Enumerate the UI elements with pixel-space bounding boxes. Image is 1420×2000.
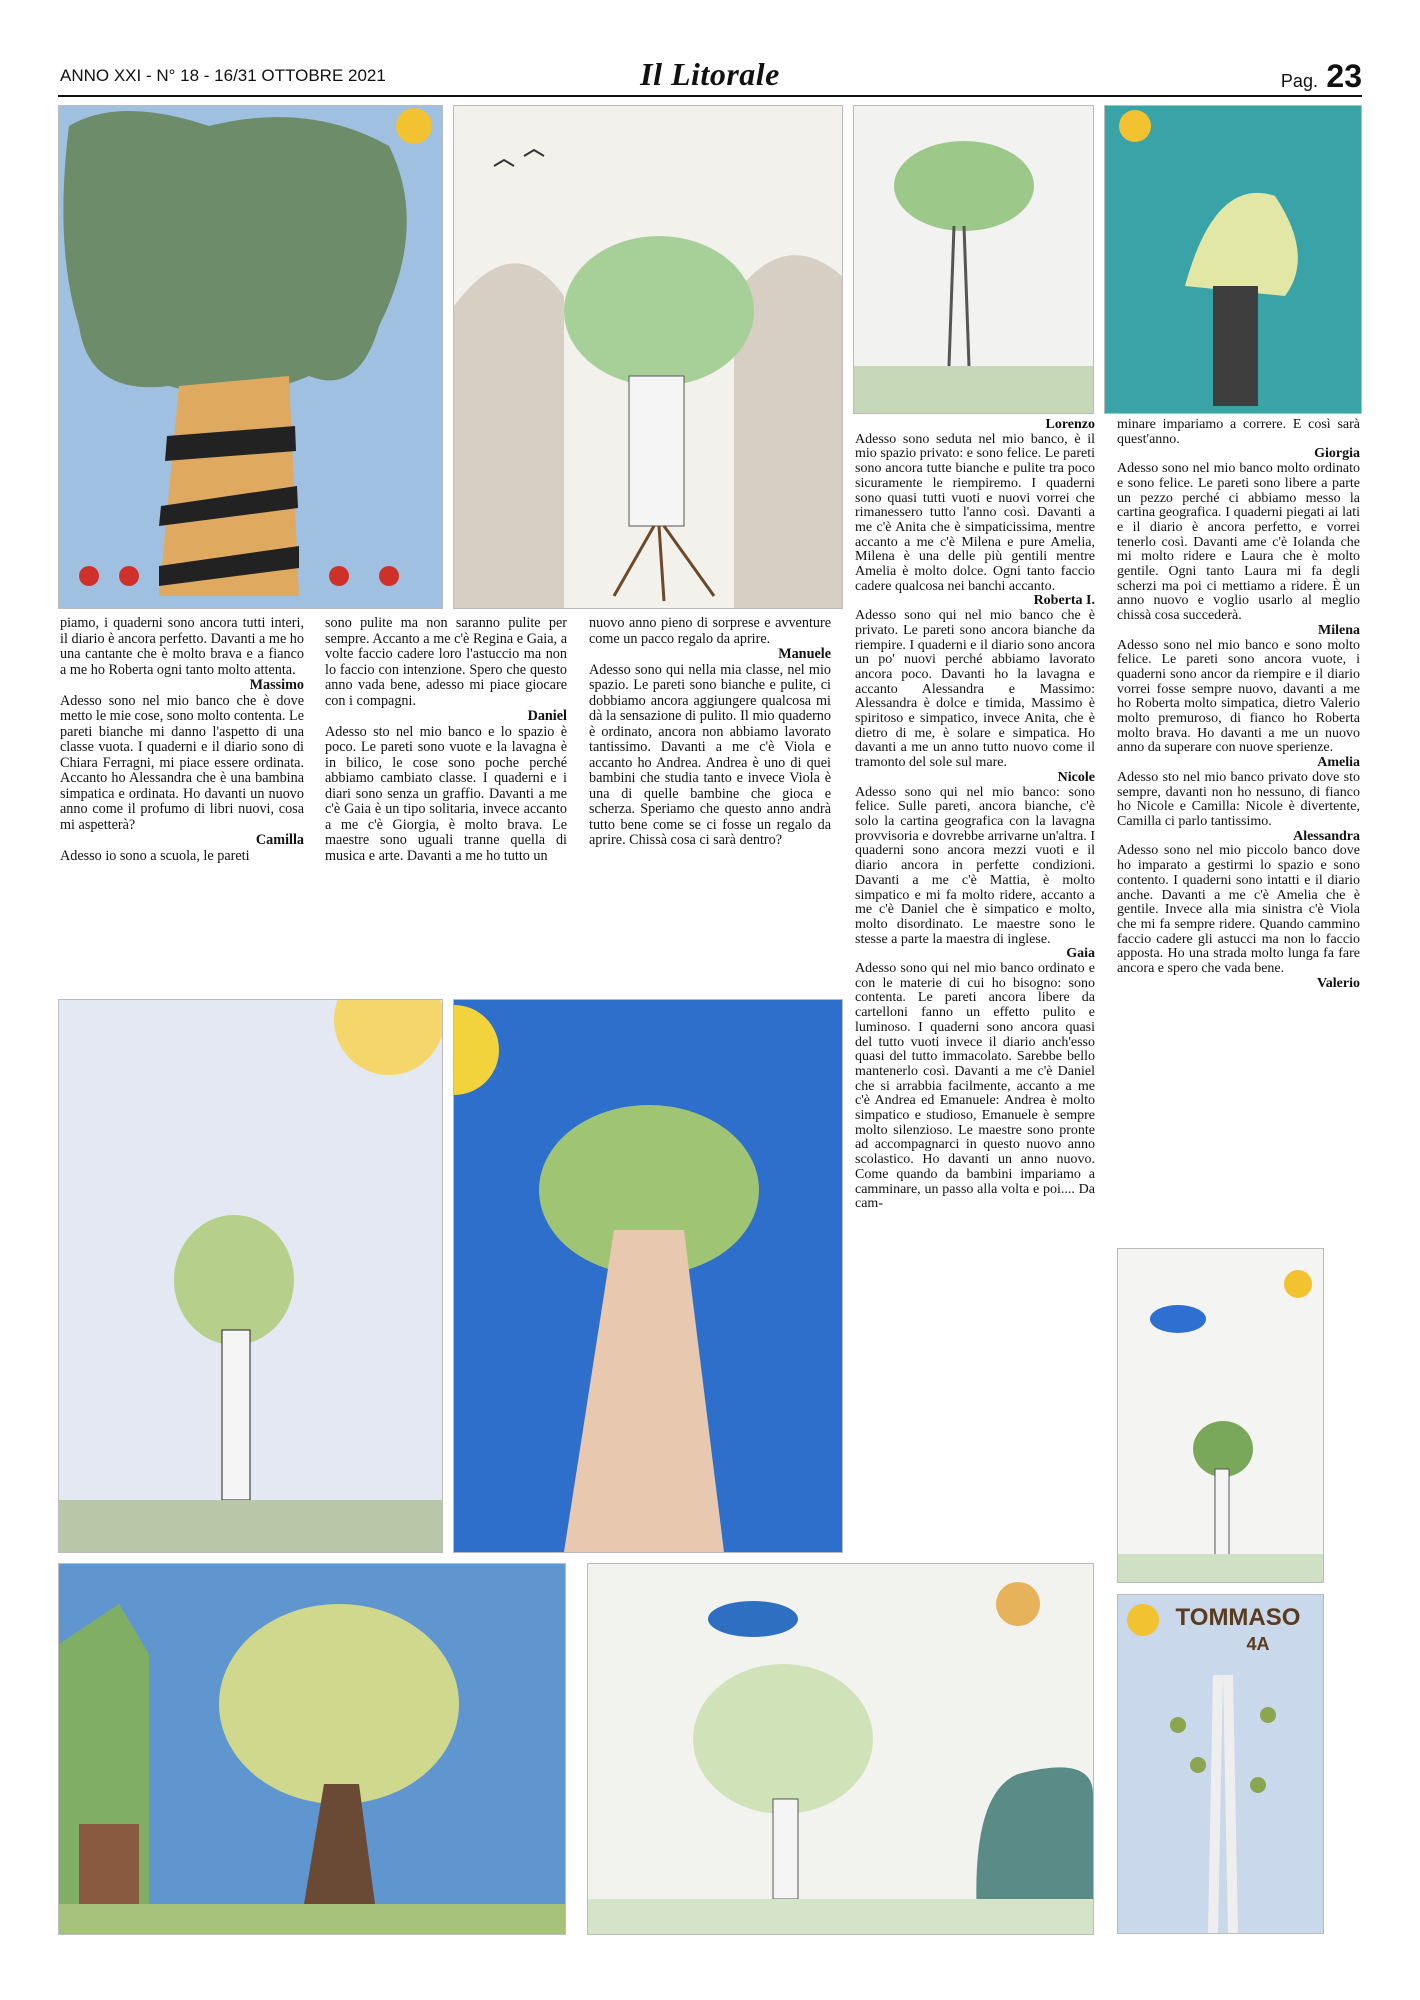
- masthead: Il Litorale: [640, 56, 780, 92]
- drawing-tree-1: [58, 105, 443, 609]
- col5-para: Adesso sto nel mio banco privato dove sto sempre, davanti non ho nessuno, di fianco ho Nicole e Camilla: Nicole è divertente, Camilla ci parlo tantissimo.: [1117, 769, 1360, 829]
- col1-para: piamo, i quaderni sono ancora tutti interi, il diario è ancora perfetto. Davanti a me ho una cantante che è molto brava e a fianco a me ho Roberta ogni tanto molto attenta.: [60, 615, 304, 678]
- col5-signature: Giorgia: [1314, 446, 1360, 462]
- col1-signature: Massimo: [249, 677, 304, 693]
- drawing-tree-5: [58, 999, 443, 1553]
- drawing-tree-tommaso: [1117, 1594, 1324, 1934]
- col3-para: nuovo anno pieno di sorprese e avventure come un pacco regalo da aprire.: [589, 615, 831, 647]
- drawing-class-text: 4A: [1246, 1634, 1270, 1654]
- col2-para: Adesso sto nel mio banco e lo spazio è poco. Le pareti sono vuote e la lavagna è in bilico, le cose sono poche perché abbiamo cambiato classe. I quaderni e i diari sono senza un graffio. Davanti a me c'è Gaia è un tipo solitaria, invece accanto a me c'è Giorgia, è molto brava. Le maestre sono uguali tranne quella di musica e arte. Davanti a me ho tutto un: [325, 723, 567, 864]
- col3-signature: Manuele: [778, 646, 831, 662]
- text-column-4: [855, 418, 1095, 1212]
- col4-para: Adesso sono qui nel mio banco: sono felice. Sulle pareti, ancora bianche, c'è solo la cartina geografica con la lavagna provvisoria e dovrebbe arrivarne un'altra. I quaderni sono ancora mezzi vuoti e il diario ancora in perfette condizioni. Davanti a me c'è Mattia, è molto simpatico e mi fa molto ridere, accanto a me c'è Daniel che è simpatico e molto, molto disordinato. Le maestre sono le stesse a parte la maestra di inglese.: [855, 784, 1095, 947]
- page-label: Pag.: [1280, 71, 1318, 91]
- drawing-tree-2: [453, 105, 843, 609]
- col4-signature: Gaia: [1066, 946, 1095, 962]
- col5-signature: Valerio: [1316, 975, 1360, 991]
- drawing-tree-7: [58, 1563, 566, 1935]
- page-number: 23: [1326, 58, 1362, 94]
- col4-signature: Lorenzo: [1045, 417, 1095, 432]
- col5-signature: Milena: [1318, 622, 1360, 638]
- col5-para: Adesso sono nel mio banco molto ordinato e sono felice. Le pareti sono libere a parte un pezzo perché ci abbiamo messo la cartina geografica. I quaderni piegati ai lati e il diario è ancora perfetto, e vorrei tenerlo così. Davanti ame c'è Iolanda che mi molto ridere e Laura che è molto gentile. Ogni tanto Laura mi fa degli scherzi ma poi ci mettiamo a ridere. È un anno nuovo e voglio usarlo al meglio chissà cosa succederà.: [1117, 461, 1360, 624]
- col3-para: Adesso sono qui nella mia classe, nel mio spazio. Le pareti sono bianche e pulite, ci dobbiamo ancora aggiungere qualcosa mi dà la sensazione di pulito. Il mio quaderno è ordinato, ancora non abbiamo lavorato tantissimo. Davanti a me c'è Viola e accanto ho Andrea. Andrea è uno di quei bambini che studia tanto e invece Viola è una di quelle bambine che gioca e scherza. Speriamo che questo anno andrà tutto bene come se ci fosse un regalo da aprire. Chissà cosa ci sarà dentro?: [589, 661, 831, 848]
- drawing-tree-3: [853, 105, 1094, 414]
- drawing-tree-8: [587, 1563, 1094, 1935]
- col5-para: minare impariamo a correre. E così sarà quest'anno.: [1117, 417, 1360, 447]
- col4-para: Adesso sono qui nel mio banco ordinato e con le materie di cui ho bisogno: sono contenta. Le pareti ancora libere da cartelloni fanno un effetto pulito e luminoso. I quaderni sono ancora quasi del tutto vuoti invece il diario anch'esso quasi del tutto immacolato. Sarebbe bello mantenerlo così. Davanti a me c'è Daniel che si arrabbia facilmente, accanto a me c'è Andrea ed Emanuele: Andrea è molto simpatico e studioso, Emanuele è sempre molto silenzioso. Le maestre sono pronte ad accompagnarci in questo nuovo anno scolastico. Ho davanti un anno nuovo. Come quando da bambini impariamo a camminare, un passo alla volta e poi.... Da cam-: [855, 961, 1095, 1212]
- col4-para: Adesso sono qui nel mio banco che è privato. Le pareti sono ancora bianche da riempire. I quaderni e il diario sono ancora un po' nuovi perché abbiamo lavorato ancora poco. Davanti ho la lavagna e accanto Alessandra e Massimo: Alessandra è dolce e timida, Massimo è spiritoso e simpatico, invece Anita, che è dietro di me, è solare e simpatica. Ho davanti a me un anno tutto nuovo come il tramonto del sole sul mare.: [855, 608, 1095, 771]
- col1-para: Adesso io sono a scuola, le pareti: [60, 847, 250, 864]
- text-column-3: [589, 616, 831, 849]
- drawing-name-text: TOMMASO: [1175, 1604, 1301, 1631]
- col5-para: Adesso sono nel mio banco e sono molto felice. Le pareti sono ancora vuote, i quaderni sono ancor da riempire e il diario vorrei fosse sempre nuovo, davanti a me ho Roberta molto simpatica, dietro Valerio molto premuroso, di fianco ho Roberta molto brava. Ho davanti a me un nuovo anno da superare con nuove sperienze.: [1117, 637, 1360, 756]
- col4-para: Adesso sono seduta nel mio banco, è il mio spazio privato: e sono felice. Le pareti sono ancora tutte bianche e pulite tra poco sicuramente le riempiremo. I quaderni sono quasi tutti vuoti e nuovi vorrei che rimanessero tutto l'anno così. Davanti a me c'è Anita che è simpaticissima, mentre accanto a me c'è Milena e pure Amelia, Milena è una delle più gentili mentre Amelia è molto dolce. Ogni tanto faccio cadere qualcosa nei banchi accanto.: [855, 431, 1095, 594]
- col5-para: Adesso sono nel mio piccolo banco dove ho imparato a gestirmi lo spazio e sono contento. I quaderni sono intatti e il diario anche. Davanti a me c'è Amelia che è gentile. Invece alla mia sinistra c'è Viola che mi fa sempre ridere. Quando cammino faccio cadere gli astucci ma non lo faccio apposta. Ho una strada molto lunga fa fare ancora e spero che vada bene.: [1117, 843, 1360, 977]
- header-rule: [58, 95, 1362, 97]
- drawing-tree-6: [453, 999, 843, 1553]
- col5-signature: Amelia: [1317, 755, 1360, 771]
- issue-line: ANNO XXI - N° 18 - 16/31 OTTOBRE 2021: [60, 66, 386, 85]
- drawing-tree-4: [1104, 105, 1362, 414]
- drawing-tree-9: [1117, 1248, 1324, 1583]
- col5-signature: Alessandra: [1293, 828, 1360, 844]
- col4-signature: Roberta I.: [1033, 593, 1095, 609]
- page-number-block: [1281, 58, 1362, 98]
- col1-signature: Camilla: [255, 832, 304, 848]
- col4-signature: Nicole: [1057, 769, 1095, 785]
- col2-para: sono pulite ma non saranno pulite per sempre. Accanto a me c'è Regina e Gaia, a volte faccio cadere loro l'astuccio ma non lo faccio con intenzione. Spero che questo anno vada bene, adesso mi piace giocare con i compagni.: [325, 615, 567, 709]
- text-column-1: [60, 616, 304, 864]
- col1-para: Adesso sono nel mio banco che è dove metto le mie cose, sono molto contenta. Le pareti bianche mi danno l'aspetto di una classe vuota. I quaderni e il diario sono di Chiara Ferragni, mi piace essere ordinata. Accanto ho Alessandra che è una bambina simpatica e ordinata. Ho davanti un nuovo anno come il profumo di libri nuovi, cosa mi aspetterà?: [60, 692, 304, 833]
- col2-signature: Daniel: [527, 708, 567, 724]
- text-column-5: [1117, 418, 1360, 991]
- text-column-2: [325, 616, 567, 864]
